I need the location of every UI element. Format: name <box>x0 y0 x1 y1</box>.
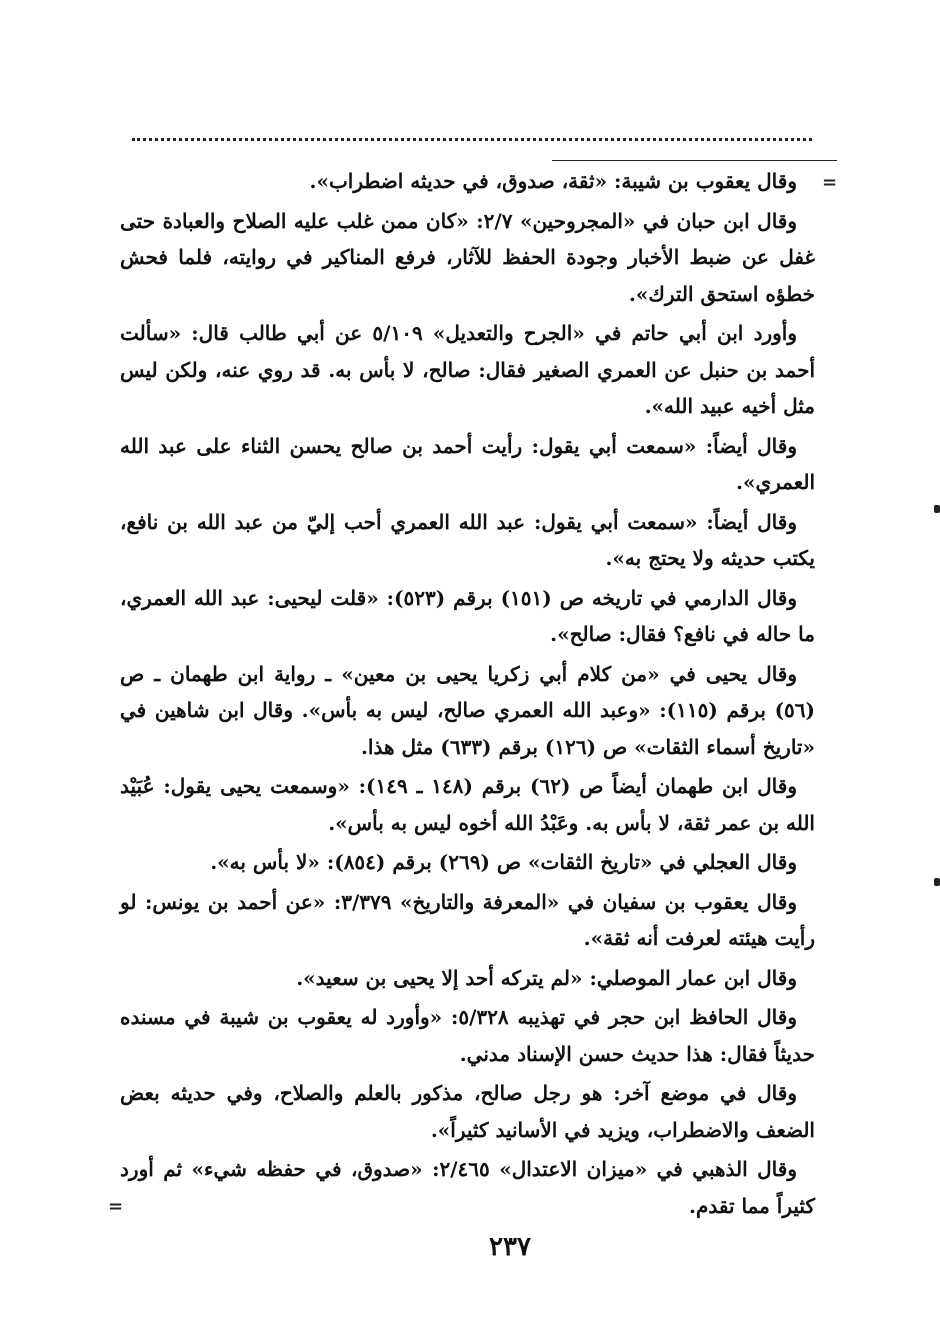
scan-speck <box>934 878 940 886</box>
paragraph: وقال الدارمي في تاريخه ص (١٥١) برقم (٥٢٣): «قلت ليحيى: عبد الله العمري، ما حاله في نافع؟ فقال: صالح». <box>120 585 815 646</box>
paragraph: وقال يعقوب بن سفيان في «المعرفة والتاريخ» ٣/٣٧٩: «عن أحمد بن يونس: لو رأيت هيئته لعرفت أنه ثقة». <box>120 889 815 950</box>
paragraph: وقال الحافظ ابن حجر في تهذيبه ٥/٣٢٨: «وأورد له يعقوب بن شيبة في مسنده حديثاً فقال: هذا حديث حسن الإسناد مدني. <box>120 1005 815 1066</box>
paragraph: وقال أيضاً: «سمعت أبي يقول: عبد الله العمري أحب إليّ من عبد الله بن نافع، يكتب حديثه ولا يحتج به». <box>120 509 815 570</box>
margin-mark-bottom: = <box>108 1196 124 1217</box>
paragraph: وقال يعقوب بن شيبة: «ثقة، صدوق، في حديثه اضطراب». <box>309 169 797 193</box>
dotted-separator <box>132 138 812 141</box>
scan-speck <box>934 505 940 513</box>
page-body <box>120 163 815 1227</box>
footnote-rule <box>552 160 837 161</box>
paragraph: وقال الذهبي في «ميزان الاعتدال» ٢/٤٦٥: «صدوق، في حفظه شيء» ثم أورد كثيراً مما تقدم. <box>120 1157 815 1218</box>
paragraph: وقال ابن طهمان أيضاً ص (٦٢) برقم (١٤٨ ـ ١٤٩): «وسمعت يحيى يقول: عُبَيْد الله بن عمر ثقة، لا بأس به. وعَبْدُ الله أخوه ليس به بأس». <box>120 774 815 835</box>
paragraph: وقال ابن عمار الموصلي: «لم يتركه أحد إلا يحيى بن سعيد». <box>296 965 797 990</box>
paragraph: وأورد ابن أبي حاتم في «الجرح والتعديل» ٥/١٠٩ عن أبي طالب قال: «سألت أحمد بن حنبل عن العمري الصغير فقال: صالح، لا بأس به. قد روي عنه، ولكن ليس مثل أخيه عبيد الله». <box>120 321 815 418</box>
page-number: ٢٣٧ <box>489 1232 531 1262</box>
margin-mark-top: = <box>822 172 838 193</box>
paragraph: وقال ابن حبان في «المجروحين» ٢/٧: «كان ممن غلب عليه الصلاح والعبادة حتى غفل عن ضبط الأخبار وجودة الحفظ للآثار، فرفع المناكير في روايته، فلما فحش خطؤه استحق الترك». <box>120 208 815 306</box>
paragraph: وقال يحيى في «من كلام أبي زكريا يحيى بن معين» ـ رواية ابن طهمان ـ ص (٥٦) برقم (١١٥): «وعبد الله العمري صالح، ليس به بأس». وقال ابن شاهين في «تاريخ أسماء الثقات» ص (١٢٦) برقم (٦٣٣) مثل هذا. <box>120 661 815 759</box>
paragraph: وقال في موضع آخر: هو رجل صالح، مذكور بالعلم والصلاح، وفي حديثه بعض الضعف والاضطراب، ويزيد في الأسانيد كثيراً». <box>120 1081 815 1142</box>
paragraph: وقال أيضاً: «سمعت أبي يقول: رأيت أحمد بن صالح يحسن الثناء على عبد الله العمري». <box>120 433 815 494</box>
paragraph: وقال العجلي في «تاريخ الثقات» ص (٢٦٩) برقم (٨٥٤): «لا بأس به». <box>210 850 797 874</box>
